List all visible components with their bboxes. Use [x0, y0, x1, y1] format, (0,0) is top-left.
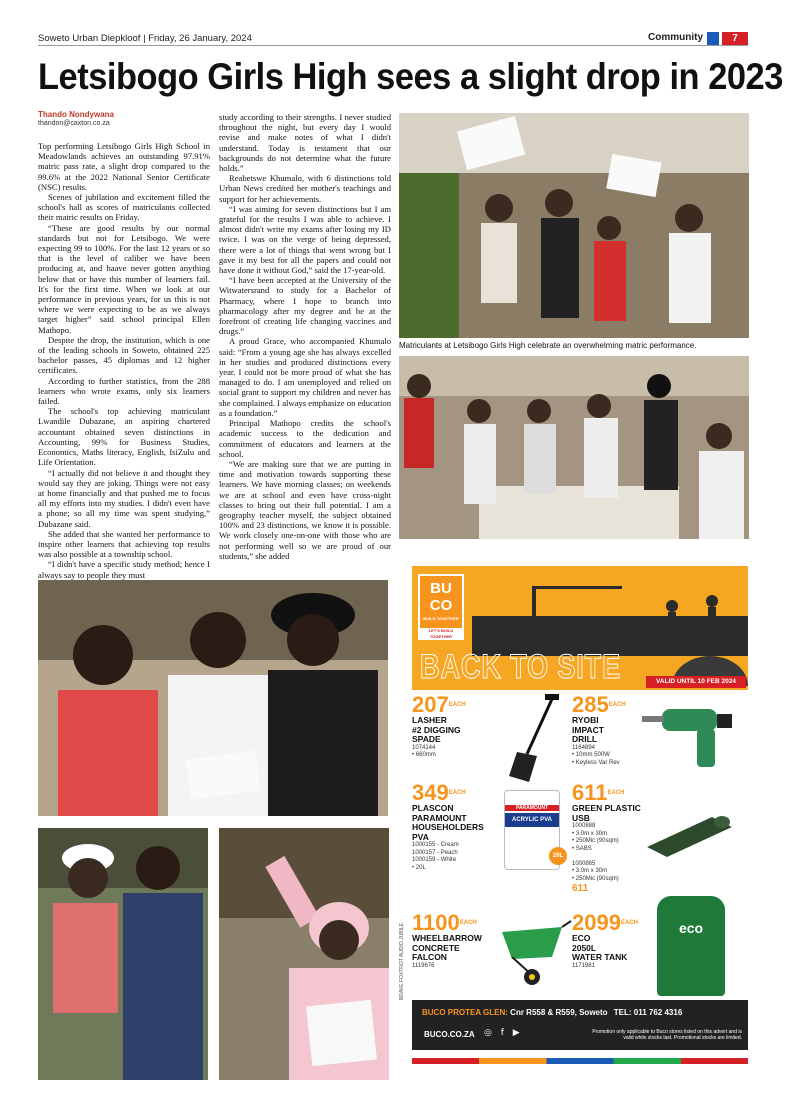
- product-codes: 1171981: [572, 962, 595, 969]
- water-tank: eco: [657, 896, 725, 996]
- product-codes: 1074144 • 660mm: [412, 744, 436, 758]
- paragraph: “These are good results by our normal standards but not for Letsibogo. We were expecting 99 to 100%. For the last 12 years or so that is the level of caliber we have been producing at, and haave never gotten anything below that or have this number of learners fail. It's for the first time. When we look at our performance in previous years, for us this is not where we were expecting to be as we always target higher” said school principal Ellen Mathopo.: [38, 222, 210, 335]
- agency-credit: BRAVE FOXTROT AUDIO JUBILE: [399, 922, 405, 1000]
- product-drill[interactable]: [572, 694, 742, 774]
- paragraph: Despite the drop, the institution, which is one of the leading schools in Soweto, obtained 225 bachelor passes, 45 diplomas and 12 higher certificates.: [38, 334, 210, 376]
- buco-advertisement: [412, 566, 748, 1066]
- product-price: 1100EACH: [412, 910, 477, 935]
- paragraph: Top performing Letsibogo Girls High School in Meadowlands achieves an outstanding 97.91% matric pass rate, a slight drop compared to the 99.6% at the 2022 National Senior Certificate (NSC) results.: [38, 141, 210, 192]
- author-email[interactable]: thandon@caxton.co.za: [38, 120, 110, 127]
- product-paint[interactable]: [412, 782, 572, 892]
- paragraph: Reabetswe Khumalo, with 6 distinctions told Urban News credited her mother's teachings and support for her achievements.: [219, 173, 391, 204]
- paragraph: Scenes of jubilation and excitement filled the school's hall as scores of matriculants collected their matric results on Friday.: [38, 192, 210, 223]
- product-price: 207EACH: [412, 692, 466, 717]
- product-spade[interactable]: [412, 694, 572, 774]
- photo-illustration: [219, 828, 389, 1080]
- buco-logo[interactable]: BU CO BUILD TOGETHER LET'S BUILD TOGETHER: [418, 574, 464, 640]
- photo-caption: Matriculants at Letsibogo Girls High celebrate an overwhelming matric performance.: [399, 341, 697, 350]
- product-name: WHEELBARROW CONCRETE FALCON: [412, 933, 482, 962]
- paragraph: She added that she wanted her performance to inspire other learners that achieving top results was also possible at a township school.: [38, 528, 210, 560]
- paragraph: “I actually did not believe it and thought they would say they are joking. Things were not easy at home financially and that pushed me to focus all my efforts into my studies. I didn't even have a phone; so all my time was spent studying,” Dubazane said.: [38, 467, 210, 529]
- social-icons: [484, 1028, 520, 1038]
- paragraph: “We are making sure that we are putting in time and motivation towards supporting these learners. We have morning classes; on weekends we are at school and even have cross-night classes to bring out their full potential. I am a geography teacher myself, the subject obtained 100% and 23 distinctions, we know it is possible. We work closely one-on-one with those who are not performing well so we are proud of our students,” she added: [219, 458, 391, 561]
- product-water-tank[interactable]: [572, 912, 742, 997]
- drill-icon: [642, 704, 737, 774]
- page-number: 7: [722, 32, 748, 45]
- buco-website-link[interactable]: BUCO.CO.ZA: [424, 1030, 475, 1039]
- product-name: LASHER #2 DIGGING SPADE: [412, 715, 461, 744]
- product-price: 349EACH: [412, 780, 466, 805]
- photo-illustration: [38, 580, 388, 816]
- paragraph: “I was aiming for seven distinctions but I am grateful for the results I was able to achieve. I almost didn't write my exams after losing my ID twice. I was on the verge of being depressed, there were a lot of things that went wrong but I gave it my best for all the papers and could not have done it without God,” said the 17-year-old.: [219, 203, 391, 276]
- section-label: Community: [648, 32, 703, 43]
- secondary-price: 611: [572, 883, 589, 894]
- paragraph: “I have been accepted at the University of the Witwatersrand to study for a Bachelor of Pharmacy, where I hope to branch into pharmacology after my degree and be at the forefront of creating life changing vaccines and drugs.”: [219, 275, 391, 337]
- facebook-icon[interactable]: f: [500, 1028, 504, 1038]
- photo-two-learners: [38, 828, 208, 1080]
- photo-illustration: [38, 828, 208, 1080]
- plastic-roll-icon: [642, 812, 737, 862]
- photo-illustration: [399, 356, 749, 539]
- photo-results-table: [399, 356, 749, 539]
- product-name: RYOBI IMPACT DRILL: [572, 715, 604, 744]
- ad-footer: [412, 1000, 748, 1050]
- product-codes: 1000155 - Cream 1000157 - Peach 1000159 - White • 20L: [412, 842, 459, 871]
- photo-girls-reading: [38, 580, 388, 816]
- article-column-1: [38, 141, 210, 580]
- paint-bucket: PARAMOUNT ACRYLIC PVA 20L: [504, 790, 560, 870]
- paragraph: study according to their strengths. I never studied throughout the night, but every day I would revise and make notes of what I didn't understand. Today is testament that our backgrounds do not determine what the future holds.”: [219, 112, 391, 174]
- photo-celebration-main: [399, 113, 749, 338]
- paragraph: The school's top achieving matriculant Lwandile Dubazane, an aspiring chartered accountant obtained seven distinctions in Accounting, 99% for Business Studies, Economics, Maths literacy, English, IsiZulu and Life Orientation.: [38, 406, 210, 468]
- product-price: 611EACH: [572, 780, 625, 805]
- paragraph: Principal Mathopo credits the school's academic success to the dedication and commitment of educators and learners at the school.: [219, 418, 391, 459]
- product-codes: 1164894 • 10mm 500W • Keyless Var Rev: [572, 744, 620, 766]
- headline: Letsibogo Girls High sees a slight drop in 2023: [38, 56, 783, 97]
- paragraph: A proud Grace, who accompanied Khumalo said: “From a young age she has always excelled in her studies and produced distinctions every year. I could not be more proud of what she has managed to do. I am unemployed and relied on social grant to support my children and never has she complained. I always emphasize on education as a foundation.”: [219, 336, 391, 418]
- paragraph: According to further statistics, from the 288 learners who wrote exams, only six learners failed.: [38, 375, 210, 407]
- store-info: BUCO PROTEA GLEN: Cnr R558 & R559, Soweto TEL: 011 762 4316: [422, 1008, 683, 1017]
- photo-illustration: [399, 113, 749, 338]
- spade-icon: [507, 694, 567, 784]
- product-wheelbarrow[interactable]: [412, 912, 572, 997]
- ad-title: BACK TO SITE: [420, 648, 622, 686]
- product-plastic[interactable]: [572, 782, 742, 907]
- product-codes: 1119676: [412, 962, 435, 969]
- section-color-block: [707, 32, 719, 45]
- article-column-2: [219, 112, 391, 574]
- youtube-icon[interactable]: ▶: [512, 1028, 520, 1038]
- ad-banner: [412, 566, 748, 690]
- wheelbarrow-icon: [497, 917, 572, 987]
- photo-learner-certificate: [219, 828, 389, 1080]
- publication-info: Soweto Urban Diepkloof | Friday, 26 January, 2024: [38, 33, 252, 44]
- product-price: 285EACH: [572, 692, 626, 717]
- byline: Thando Nondywana: [38, 110, 114, 119]
- ad-disclaimer: Promotion only applicable to Buco stores listed on this advert and is valid while stocks last. Promotional stocks are limited.: [592, 1029, 742, 1041]
- valid-until: VALID UNTIL 10 FEB 2024: [646, 676, 746, 688]
- product-name: ECO 2050L WATER TANK: [572, 933, 628, 962]
- product-codes: 1000888 • 3.0m x 30m • 250Mic (90sqm) • SABS 1000865 • 3.0m x 30m • 250Mic (90sqm): [572, 823, 619, 882]
- color-stripe: [412, 1058, 748, 1064]
- instagram-icon[interactable]: ◎: [484, 1028, 492, 1038]
- product-name: PLASCON PARAMOUNT HOUSEHOLDERS PVA: [412, 803, 484, 842]
- product-name: GREEN PLASTIC USB: [572, 803, 641, 823]
- paragraph: “I didn't have a specific study method; hence I always say to people they must: [38, 559, 210, 580]
- product-price: 2099EACH: [572, 910, 638, 935]
